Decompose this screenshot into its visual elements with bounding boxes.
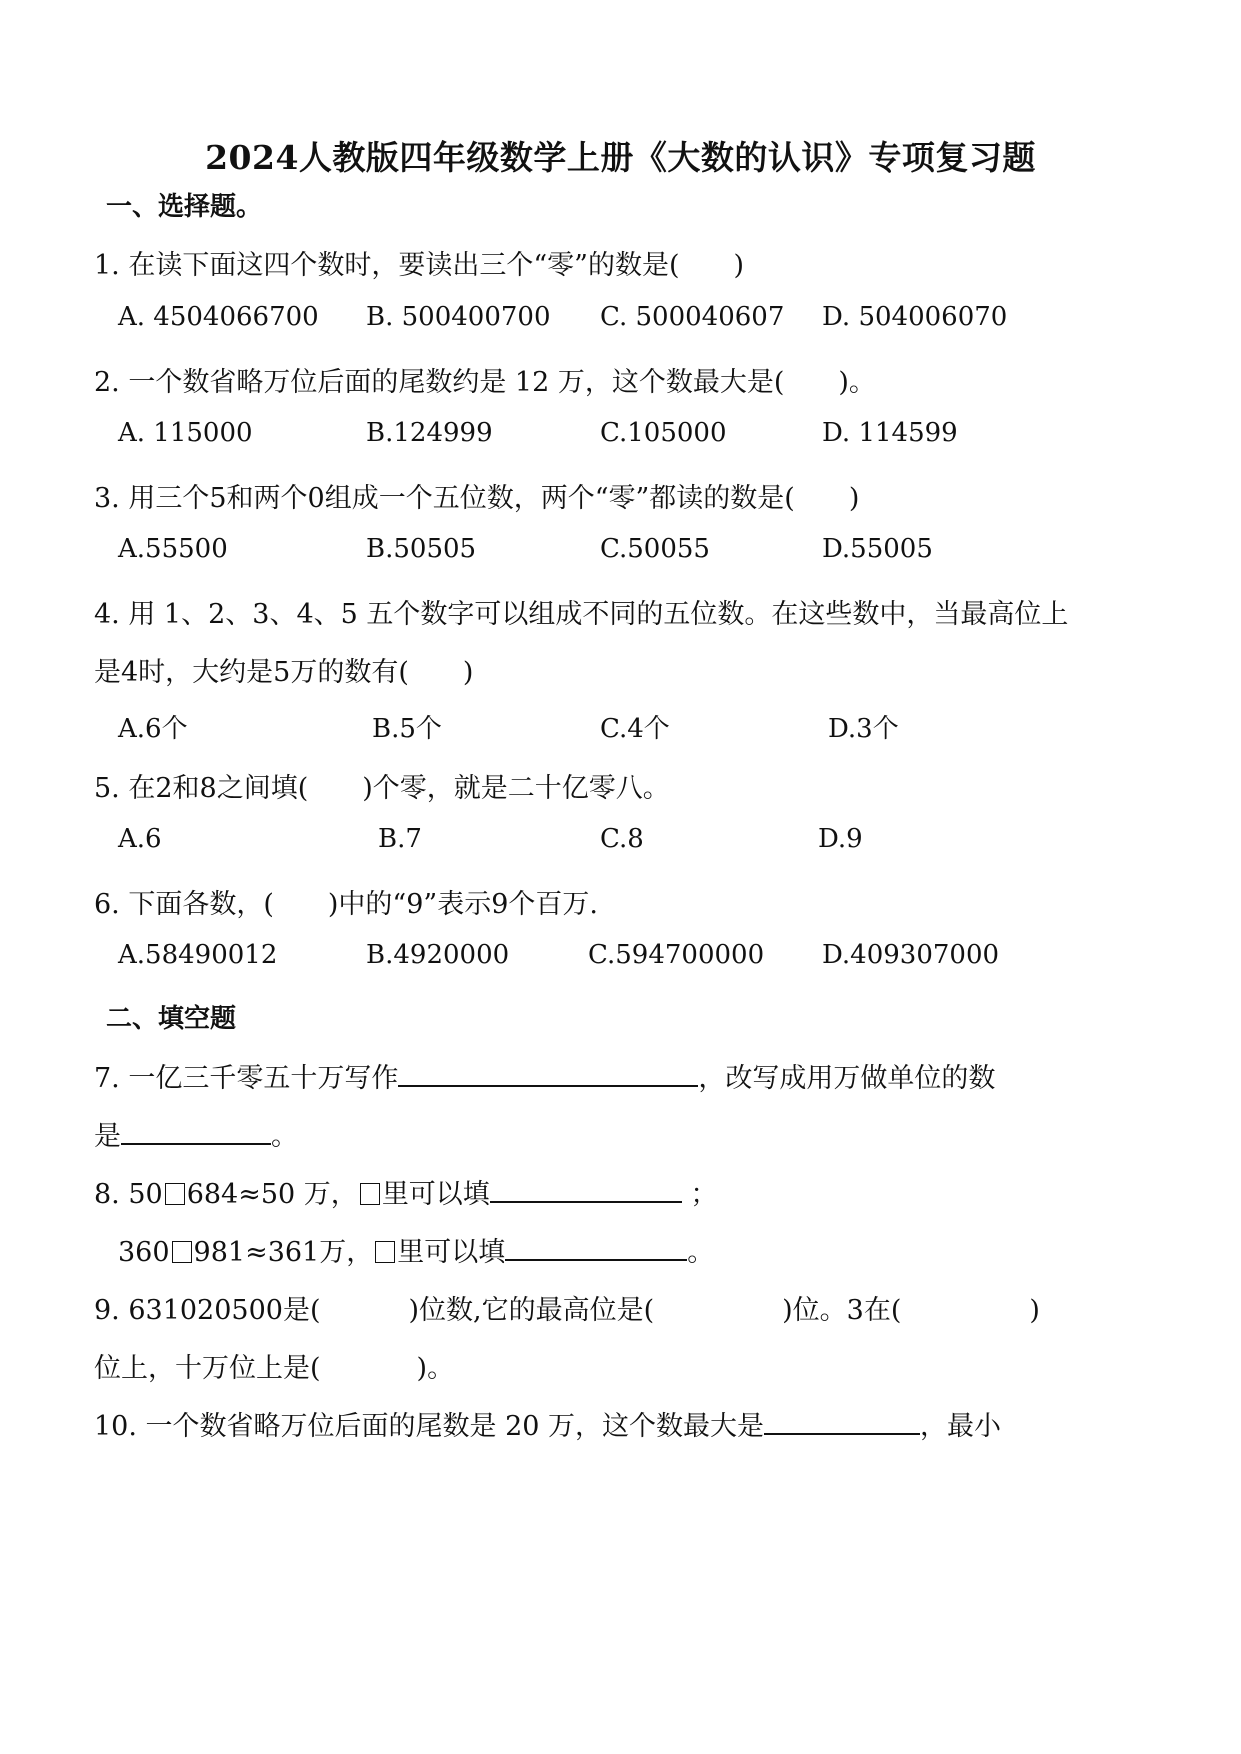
question-10-line-1 — [94, 1404, 1001, 1443]
q8-digit-box-1 — [165, 1183, 185, 1205]
q5-option-b: B.7 — [378, 824, 422, 854]
q6-option-d: D.409307000 — [822, 940, 1000, 970]
q5-option-a: A.6 — [118, 824, 162, 854]
q8-text-g: 里可以填 — [397, 1237, 506, 1268]
q3-option-d: D.55005 — [822, 534, 933, 564]
question-2: 2. 一个数省略万位后面的尾数约是 12 万，这个数最大是( )。 — [94, 367, 876, 398]
q8-text-a: 8. 50 — [94, 1179, 163, 1210]
q8-text-f: 981≈361万， — [193, 1237, 374, 1268]
section-heading-choice: 一、选择题。 — [106, 192, 263, 222]
q8-digit-box-symbol-2 — [375, 1241, 395, 1263]
q10-text-part-1: 10. 一个数省略万位后面的尾数是 20 万，这个数最大是 — [94, 1411, 765, 1442]
q9-text-d: ) — [1029, 1295, 1040, 1326]
q4-option-c: C.4个 — [600, 714, 670, 744]
q4-option-a: A.6个 — [118, 714, 188, 744]
q3-option-b: B.50505 — [366, 534, 477, 564]
q1-option-c: C. 500040607 — [600, 302, 785, 332]
q5-option-c: C.8 — [600, 824, 644, 854]
question-3: 3. 用三个5和两个0组成一个五位数，两个“零”都读的数是( ) — [94, 483, 860, 514]
q9-text-e: 位上，十万位上是( — [94, 1353, 321, 1384]
q10-answer-blank-1[interactable] — [764, 1411, 920, 1435]
q9-text-a: 9. 631020500是( — [94, 1295, 321, 1326]
q8-text-d: ； — [681, 1179, 718, 1210]
q4-option-b: B.5个 — [372, 714, 442, 744]
q7-text-part-2: ，改写成用万做单位的数 — [698, 1063, 996, 1094]
q8-answer-blank-2[interactable] — [505, 1237, 687, 1261]
q2-option-b: B.124999 — [366, 418, 493, 448]
question-4-line-2: 是4时，大约是5万的数有( ) — [94, 657, 474, 688]
q1-option-b: B. 500400700 — [366, 302, 551, 332]
question-8-line-2 — [118, 1230, 714, 1269]
question-7-line-2 — [94, 1114, 298, 1153]
q6-option-c: C.594700000 — [588, 940, 765, 970]
q8-digit-box-2 — [172, 1241, 192, 1263]
q7-text-part-1: 7. 一亿三千零五十万写作 — [94, 1063, 399, 1094]
q8-digit-box-symbol-1 — [360, 1183, 380, 1205]
q7-text-part-4: 。 — [271, 1121, 298, 1152]
q7-text-part-3: 是 — [94, 1121, 121, 1152]
question-5: 5. 在2和8之间填( )个零，就是二十亿零八。 — [94, 773, 670, 804]
q7-answer-blank-1[interactable] — [398, 1063, 698, 1087]
question-8-line-1 — [94, 1172, 717, 1211]
question-9-line-2 — [94, 1346, 454, 1385]
q8-text-b: 684≈50 万， — [186, 1179, 358, 1210]
question-1: 1. 在读下面这四个数时，要读出三个“零”的数是( ) — [94, 250, 745, 281]
question-7-line-1 — [94, 1056, 995, 1095]
q3-option-a: A.55500 — [118, 534, 228, 564]
question-6: 6. 下面各数，( )中的“9”表示9个百万. — [94, 889, 598, 920]
page-title: 2024人教版四年级数学上册《大数的认识》专项复习题 — [205, 138, 1036, 177]
q8-answer-blank-1[interactable] — [490, 1179, 682, 1203]
q6-option-b: B.4920000 — [366, 940, 510, 970]
q7-answer-blank-2[interactable] — [121, 1121, 271, 1145]
q2-option-c: C.105000 — [600, 418, 727, 448]
q9-text-b: )位数,它的最高位是( — [408, 1295, 655, 1326]
q1-option-d: D. 504006070 — [822, 302, 1008, 332]
q3-option-c: C.50055 — [600, 534, 710, 564]
q8-text-e: 360 — [118, 1237, 170, 1268]
section-heading-fill: 二、填空题 — [106, 1004, 237, 1034]
q8-text-h: 。 — [687, 1237, 715, 1268]
q4-option-d: D.3个 — [828, 714, 899, 744]
question-9-line-1 — [94, 1288, 1040, 1327]
q9-text-c: )位。3在( — [782, 1295, 902, 1326]
q5-option-d: D.9 — [818, 824, 863, 854]
q9-text-f: )。 — [416, 1353, 455, 1384]
q8-text-c: 里可以填 — [381, 1179, 490, 1210]
q2-option-d: D. 114599 — [822, 418, 958, 448]
q1-option-a: A. 4504066700 — [118, 302, 319, 332]
q2-option-a: A. 115000 — [118, 418, 253, 448]
question-4-line-1: 4. 用 1、2、3、4、5 五个数字可以组成不同的五位数。在这些数中，当最高位上 — [94, 599, 1069, 630]
q10-text-part-2: ，最小 — [920, 1411, 1002, 1442]
q6-option-a: A.58490012 — [118, 940, 278, 970]
